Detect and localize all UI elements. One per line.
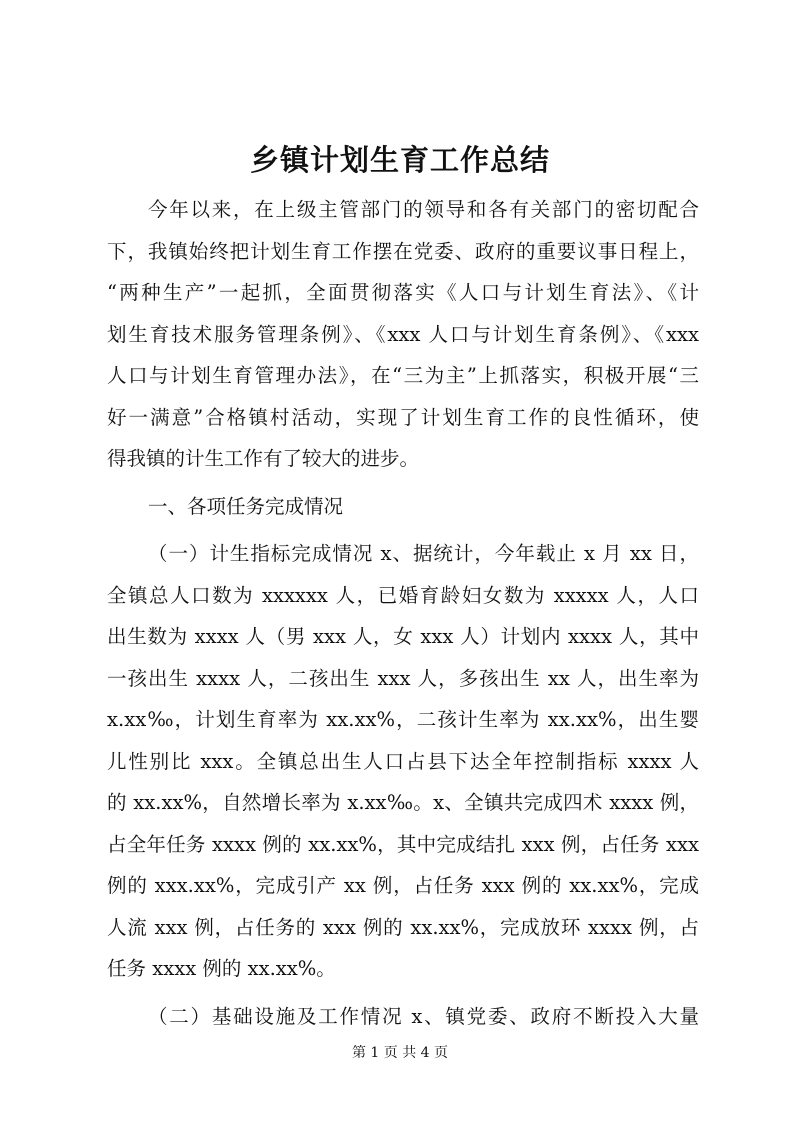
text-line: 儿性别比 xxx。全镇总出生人口占县下达全年控制指标 xxxx 人 [107, 749, 699, 773]
paragraph-statistics [107, 533, 699, 990]
text-line: 得我镇的计生工作有了较大的进步。 [107, 447, 420, 470]
document-title: 乡镇计划生育工作总结 [249, 143, 550, 177]
text-line: 出生数为 xxxx 人（男 xxx 人，女 xxx 人）计划内 xxxx 人，其中 [107, 625, 699, 648]
text-line: 任务 xxxx 例的 xx.xx%。 [107, 957, 336, 980]
text-line: （二）基础设施及工作情况 x、镇党委、政府不断投入大量 [148, 1004, 699, 1028]
text-line: 一孩出生 xxxx 人，二孩出生 xxx 人，多孩出生 xx 人，出生率为 [107, 666, 699, 690]
text-line: 今年以来，在上级主管部门的领导和各有关部门的密切配合 [148, 198, 699, 221]
text-line: 占全年任务 xxxx 例的 xx.xx%，其中完成结扎 xxx 例，占任务 xxx [107, 832, 699, 856]
text-line: 划生育技术服务管理条例》、《xxx 人口与计划生育条例》、《xxx [107, 322, 699, 346]
document-body [107, 189, 699, 1037]
page-number-footer: 第 1 页 共 4 页 [351, 1045, 449, 1061]
text-line: （一）计生指标完成情况 x、据统计，今年载止 x 月 xx 日， [148, 542, 699, 565]
paragraph-infrastructure [107, 996, 699, 1038]
text-line: 下，我镇始终把计划生育工作摆在党委、政府的重要议事日程上， [107, 239, 699, 263]
text-line: 例的 xxx.xx%，完成引产 xx 例，占任务 xxx 例的 xx.xx%，完成 [107, 874, 699, 897]
text-line: 全镇总人口数为 xxxxxx 人，已婚育龄妇女数为 xxxxx 人，人口 [107, 583, 699, 607]
text-line: x.xx‰，计划生育率为 xx.xx%，二孩计生率为 xx.xx%，出生婴 [107, 708, 699, 731]
text-line: “两种生产”一起抓，全面贯彻落实《人口与计划生育法》、《计 [107, 281, 699, 304]
text-line: 人流 xxx 例，占任务的 xxx 例的 xx.xx%，完成放环 xxxx 例，占 [107, 915, 699, 939]
text-line: 好一满意”合格镇村活动，实现了计划生育工作的良性循环，使 [107, 405, 699, 429]
paragraph-intro [107, 189, 699, 480]
text-line: 人口与计划生育管理办法》，在“三为主”上抓落实，积极开展“三 [107, 364, 699, 387]
section-heading: 一、各项任务完成情况 [148, 494, 344, 518]
text-line: 的 xx.xx%，自然增长率为 x.xx‰。x、全镇共完成四术 xxxx 例， [107, 791, 699, 814]
